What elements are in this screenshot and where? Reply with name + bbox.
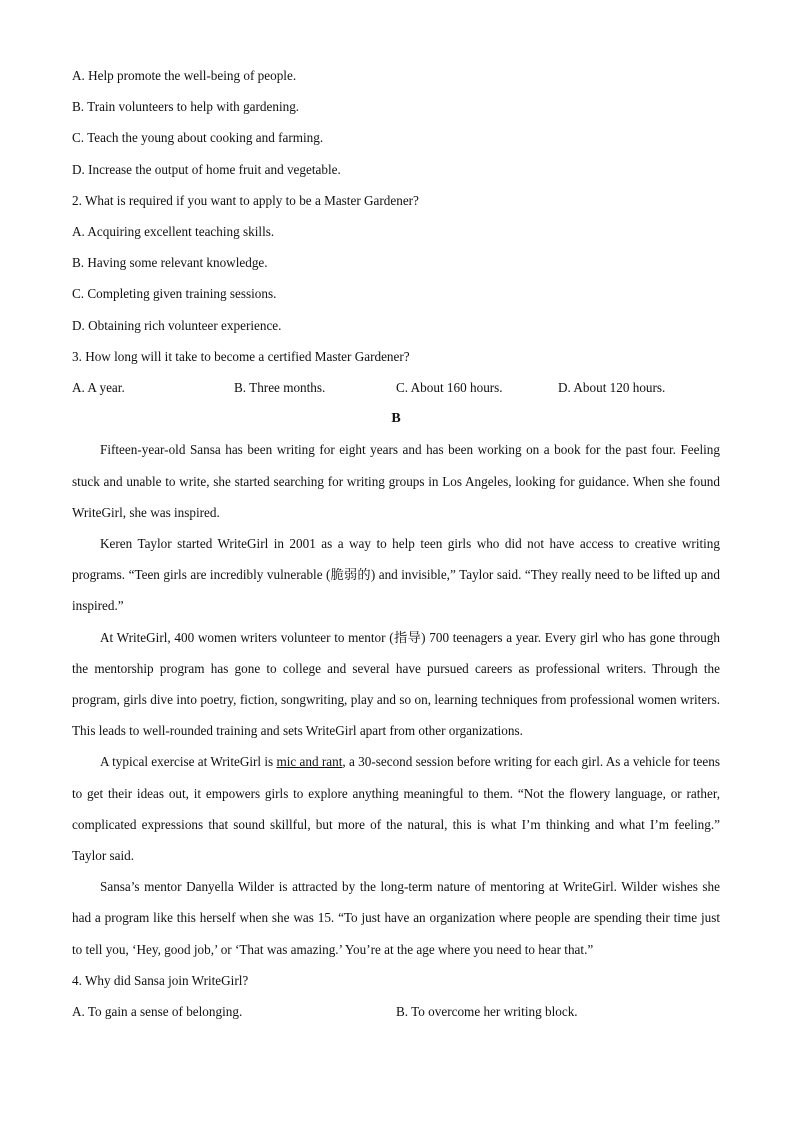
- q1-option-a: A. Help promote the well-being of people.: [72, 68, 297, 83]
- q1-option-d: D. Increase the output of home fruit and vegetable.: [72, 161, 341, 177]
- q2-option-c: C. Completing given training sessions.: [72, 286, 277, 302]
- q3-options: [72, 372, 720, 403]
- p4-text-after: , a 30-second session before writing for each girl. As a vehicle for teens to get their ideas out, it empowers girls to explore anything meaningful to them. “Not the flowery language, or rather, complicated expressions that sound skillful, but more of the natural, this is what I’m thinking and what I’m feeling.” Taylor said.: [72, 754, 720, 864]
- q3-option-a: A. A year.: [72, 380, 125, 396]
- q2-stem: 2. What is required if you want to apply to be a Master Gardener?: [72, 192, 419, 208]
- passage-paragraph-3: At WriteGirl, 400 women writers volunteer to mentor (指导) 700 teenagers a year. Every girl who has gone through the mentorship program has gone to college and several have pursued careers as professional writers. Through the program, girls dive into poetry, fiction, songwriting, play and so on, learning techniques from professional women writers. This leads to well-rounded training and sets WriteGirl apart from other organizations.: [72, 629, 720, 739]
- q3-option-c: C. About 160 hours.: [396, 380, 503, 396]
- section-heading: B: [391, 411, 401, 427]
- q4-option-a: A. To gain a sense of belonging.: [72, 1004, 243, 1020]
- q4-stem: 4. Why did Sansa join WriteGirl?: [72, 972, 249, 988]
- q4-options: [72, 996, 720, 1027]
- q3-option-d: D. About 120 hours.: [558, 380, 666, 396]
- q3-option-b: B. Three months.: [234, 380, 326, 396]
- passage-paragraph-5: Sansa’s mentor Danyella Wilder is attracted by the long-term nature of mentoring at WriteGirl. Wilder wishes she had a program like this herself when she was 15. “To just have an organization where people are spending their time just to tell you, ‘Hey, good job,’ or ‘That was amazing.’ You’re at the age where you need to hear that.”: [72, 879, 720, 957]
- p4-underlined-phrase: mic and rant: [276, 754, 343, 770]
- q1-option-c: C. Teach the young about cooking and farming.: [72, 130, 324, 146]
- q3-stem: 3. How long will it take to become a certified Master Gardener?: [72, 348, 410, 364]
- q2-option-b: B. Having some relevant knowledge.: [72, 255, 268, 271]
- q1-option-b: B. Train volunteers to help with gardening.: [72, 99, 300, 115]
- passage-paragraph-2: Keren Taylor started WriteGirl in 2001 as a way to help teen girls who did not have access to creative writing programs. “Teen girls are incredibly vulnerable (脆弱的) and invisible,” Taylor said. “They really need to be lifted up and inspired.”: [72, 536, 720, 614]
- passage-paragraph-1: Fifteen-year-old Sansa has been writing for eight years and has been working on a book for the past four. Feeling stuck and unable to write, she started searching for writing groups in Los Angeles, looking for guidance. When she found WriteGirl, she was inspired.: [72, 442, 720, 520]
- p4-text-before: A typical exercise at WriteGirl is: [100, 754, 277, 770]
- q2-option-a: A. Acquiring excellent teaching skills.: [72, 224, 275, 240]
- q2-option-d: D. Obtaining rich volunteer experience.: [72, 317, 282, 333]
- exam-page: [72, 60, 720, 1027]
- passage-paragraph-4: [72, 746, 720, 871]
- q4-option-b: B. To overcome her writing block.: [396, 1004, 578, 1020]
